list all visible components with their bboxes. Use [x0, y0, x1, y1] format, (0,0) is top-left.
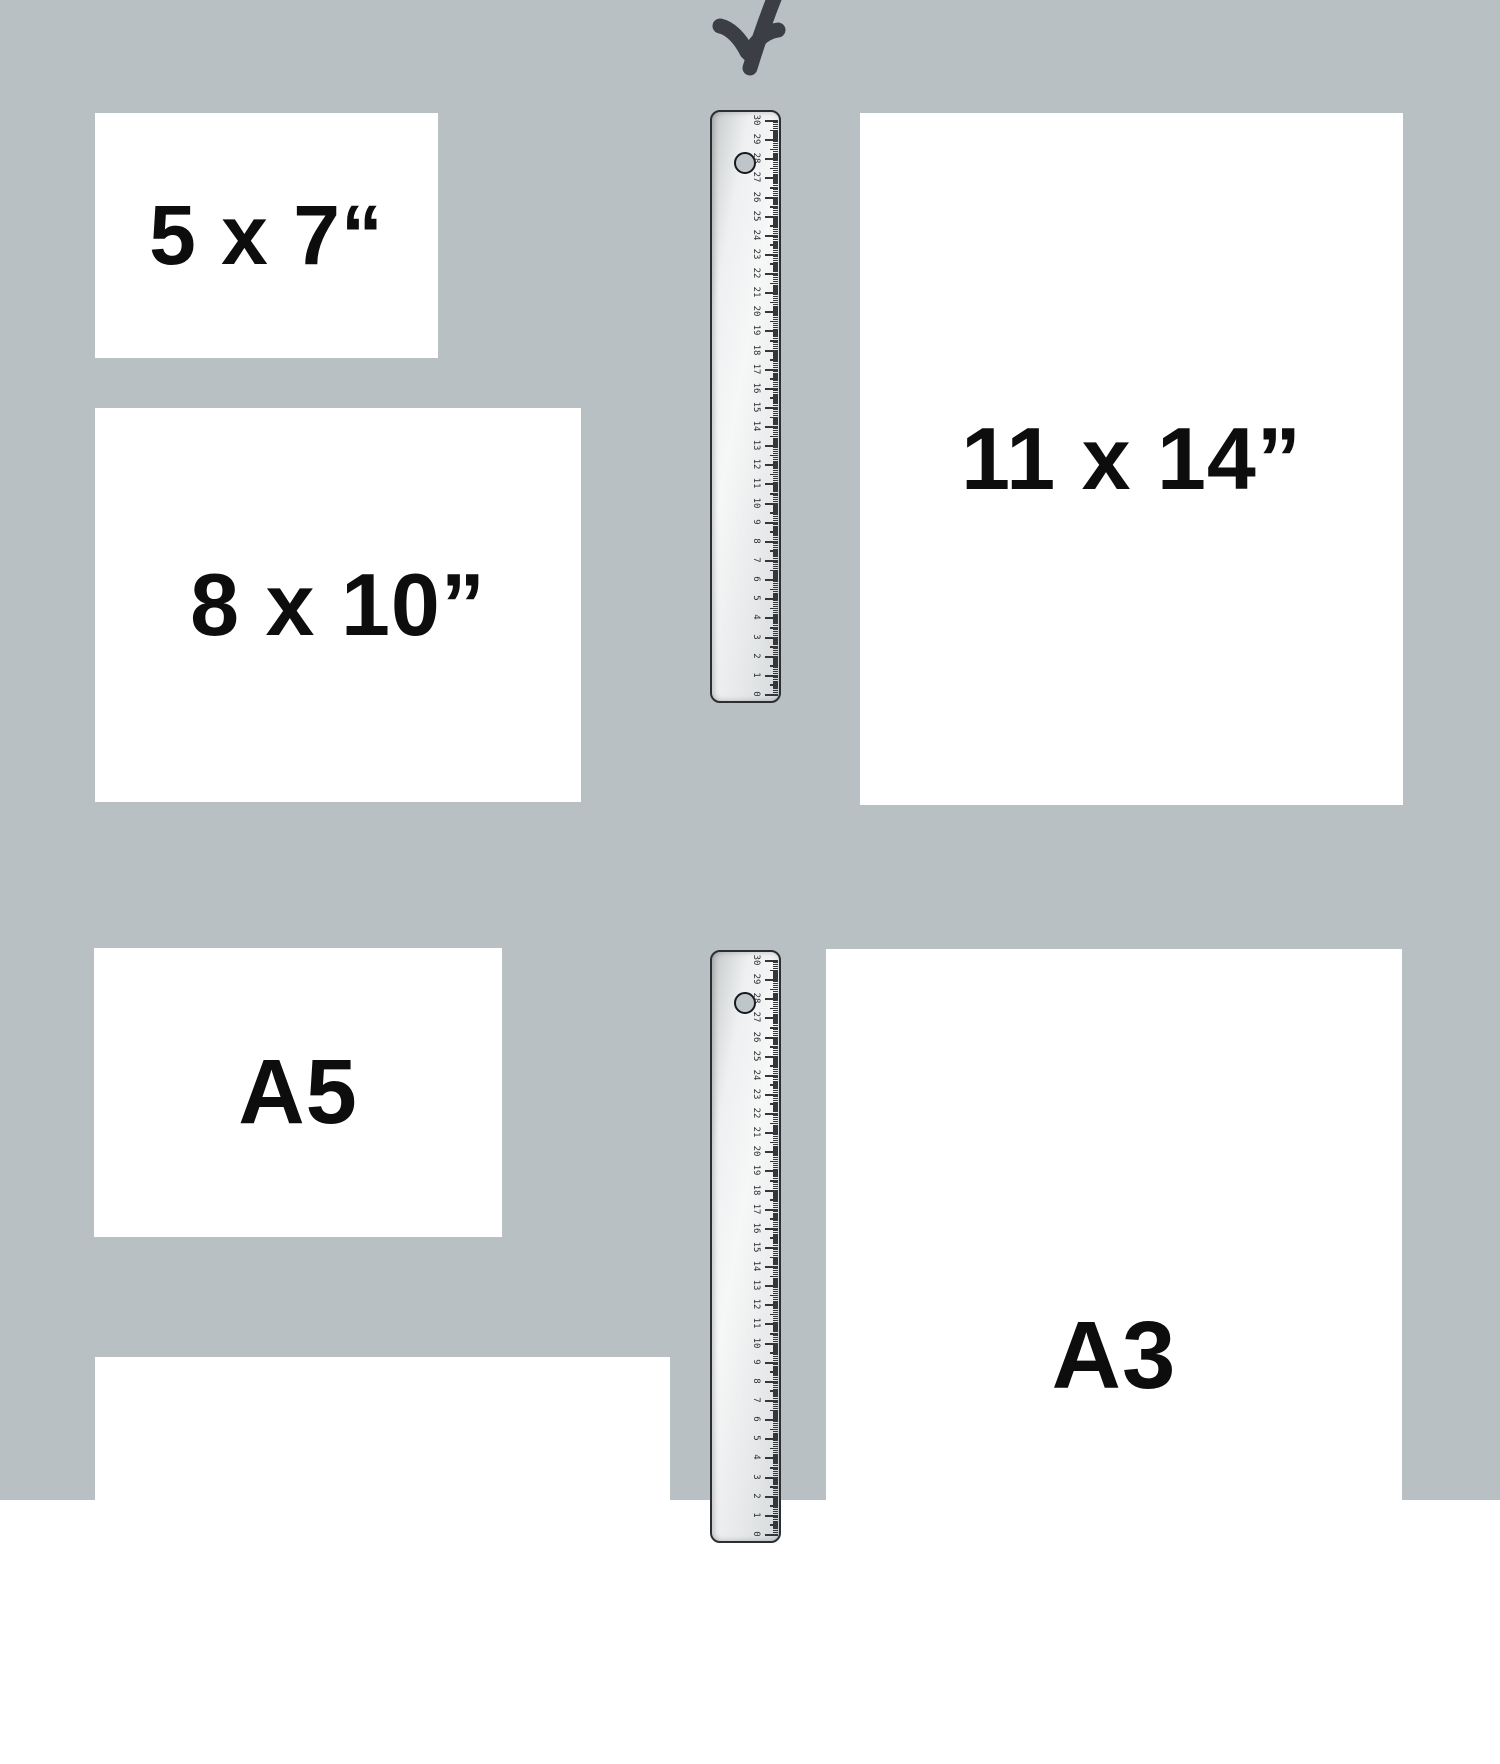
- ruler-number: 24: [751, 1069, 761, 1081]
- ruler-number: 20: [751, 1145, 761, 1157]
- ruler-tick-mm: [773, 1513, 778, 1514]
- ruler-tick-mm: [773, 1054, 778, 1055]
- ruler-number: 28: [751, 992, 761, 1004]
- ruler-tick-mm: [773, 673, 778, 674]
- ruler-number: 22: [751, 1107, 761, 1119]
- ruler-tick-mm: [773, 654, 778, 655]
- ruler-tick-mm: [773, 501, 778, 502]
- ruler-number: 11: [751, 478, 761, 489]
- ruler-tick-mm: [773, 443, 778, 444]
- ruler-tick-mm: [773, 1092, 778, 1093]
- ruler-tick-mm: [773, 1226, 778, 1227]
- ruler-tick-mm: [773, 1436, 778, 1437]
- down-arrow-icon: [660, 0, 840, 110]
- ruler-tick-mm: [773, 1417, 778, 1418]
- ruler-tick-mm: [773, 195, 778, 196]
- ruler-number: 25: [751, 1050, 761, 1062]
- ruler-number: 9: [751, 519, 761, 525]
- ruler-tick-mm: [773, 558, 778, 559]
- paper-size-a4-partial: [95, 1357, 670, 1764]
- ruler-number: 23: [751, 1088, 761, 1100]
- ruler-tick-mm: [773, 539, 778, 540]
- ruler-number: 6: [751, 576, 761, 582]
- ruler-number: 7: [751, 1397, 761, 1403]
- ruler-number: 18: [751, 1184, 761, 1195]
- ruler-number: 16: [751, 1222, 761, 1234]
- ruler-tick-mm: [773, 577, 778, 578]
- ruler-tick-mm: [773, 1188, 778, 1189]
- ruler-tick-mm: [773, 1341, 778, 1342]
- ruler-tick-mm: [773, 1111, 778, 1112]
- ruler-tick-mm: [773, 1360, 778, 1361]
- paper-size-label: A3: [1051, 1302, 1177, 1409]
- ruler-tick-mm: [773, 1455, 778, 1456]
- ruler-number: 1: [751, 1512, 761, 1518]
- paper-size-label: A5: [238, 1041, 358, 1143]
- ruler-number: 2: [751, 652, 761, 659]
- paper-size-label: 8 x 10”: [190, 555, 486, 654]
- ruler-tick-mm: [773, 1207, 778, 1208]
- ruler-number: 19: [751, 325, 761, 336]
- ruler-tick-mm: [773, 309, 778, 310]
- ruler-tick-mm: [773, 156, 778, 157]
- ruler-number: 28: [751, 152, 761, 164]
- ruler-number: 29: [751, 133, 761, 145]
- ruler-number: 16: [751, 382, 761, 394]
- ruler-tick-mm: [773, 1264, 778, 1265]
- ruler-tick-mm: [773, 1149, 778, 1150]
- ruler-tick-mm: [773, 615, 778, 616]
- ruler-number: 17: [751, 1203, 761, 1215]
- ruler-tick-mm: [773, 1475, 778, 1476]
- ruler-number: 10: [751, 497, 761, 509]
- ruler-tick-mm: [773, 1073, 778, 1074]
- paper-size-11x14: [860, 113, 1403, 805]
- paper-size-a3: [826, 949, 1402, 1763]
- ruler-number: 5: [751, 1435, 761, 1441]
- ruler-number: 10: [751, 1337, 761, 1349]
- ruler-number: 24: [751, 229, 761, 241]
- ruler-number: 4: [751, 1454, 761, 1461]
- ruler-tick-mm: [773, 329, 778, 330]
- ruler-tick-mm: [773, 1169, 778, 1170]
- ruler-tick-mm: [773, 1302, 778, 1303]
- ruler-number: 4: [751, 614, 761, 621]
- ruler-tick-mm: [773, 692, 778, 693]
- ruler-number: 13: [751, 439, 761, 451]
- ruler-number: 27: [751, 1011, 761, 1023]
- ruler-vertical-bottom: [710, 950, 781, 1543]
- ruler-tick-mm: [773, 635, 778, 636]
- ruler-number: 26: [751, 191, 761, 202]
- ruler-number: 1: [751, 672, 761, 678]
- ruler-tick-mm: [773, 520, 778, 521]
- ruler-tick-mm: [773, 175, 778, 176]
- ruler-tick-mm: [773, 137, 778, 138]
- paper-size-a5: [94, 948, 502, 1237]
- ruler-tick-mm: [773, 233, 778, 234]
- ruler-number: 11: [751, 1318, 761, 1329]
- ruler-tick-mm: [773, 252, 778, 253]
- ruler-number: 18: [751, 344, 761, 355]
- ruler-tick-mm: [773, 596, 778, 597]
- ruler-number: 27: [751, 171, 761, 183]
- ruler-number: 22: [751, 267, 761, 279]
- ruler-tick-mm: [773, 424, 778, 425]
- ruler-tick-mm: [773, 290, 778, 291]
- ruler-number: 2: [751, 1492, 761, 1499]
- ruler-number: 8: [751, 538, 761, 544]
- ruler-number: 21: [751, 1126, 761, 1138]
- ruler-tick-mm: [773, 1035, 778, 1036]
- ruler-tick-mm: [773, 462, 778, 463]
- ruler-tick-mm: [773, 1130, 778, 1131]
- ruler-number: 20: [751, 305, 761, 317]
- ruler-tick-mm: [773, 1245, 778, 1246]
- ruler-tick-mm: [773, 977, 778, 978]
- ruler-number: 23: [751, 248, 761, 260]
- ruler-tick-mm: [773, 271, 778, 272]
- ruler-number: 29: [751, 973, 761, 985]
- ruler-tick-mm: [773, 405, 778, 406]
- ruler-number: 30: [751, 954, 761, 966]
- ruler-number: 25: [751, 210, 761, 222]
- ruler-tick-mm: [773, 348, 778, 349]
- ruler-number: 0: [751, 1531, 761, 1537]
- ruler-number: 30: [751, 114, 761, 126]
- ruler-number: 26: [751, 1031, 761, 1042]
- ruler-number: 14: [751, 1260, 761, 1272]
- ruler-number: 3: [751, 633, 761, 640]
- ruler-number: 0: [751, 691, 761, 697]
- ruler-tick-mm: [773, 386, 778, 387]
- ruler-number: 6: [751, 1416, 761, 1422]
- ruler-tick-mm: [773, 1322, 778, 1323]
- ruler-tick-cm: [765, 694, 778, 696]
- ruler-number: 21: [751, 286, 761, 298]
- ruler-number: 9: [751, 1359, 761, 1365]
- ruler-number: 7: [751, 557, 761, 563]
- ruler-tick-mm: [773, 1379, 778, 1380]
- ruler-tick-mm: [773, 482, 778, 483]
- ruler-tick-mm: [773, 996, 778, 997]
- ruler-tick-mm: [773, 1015, 778, 1016]
- paper-size-label: 11 x 14”: [961, 409, 1302, 508]
- ruler-number: 12: [751, 1298, 761, 1310]
- ruler-tick-mm: [773, 1494, 778, 1495]
- ruler-number: 5: [751, 595, 761, 601]
- ruler-tick-mm: [773, 367, 778, 368]
- ruler-tick-mm: [773, 1532, 778, 1533]
- paper-size-8x10: [95, 408, 581, 802]
- ruler-vertical-top: [710, 110, 781, 703]
- ruler-number: 13: [751, 1279, 761, 1291]
- ruler-tick-mm: [773, 214, 778, 215]
- ruler-tick-mm: [773, 1283, 778, 1284]
- ruler-tick-mm: [773, 1398, 778, 1399]
- ruler-number: 15: [751, 401, 761, 413]
- paper-size-label: 5 x 7“: [149, 188, 384, 282]
- ruler-number: 12: [751, 458, 761, 470]
- ruler-number: 3: [751, 1473, 761, 1480]
- ruler-number: 14: [751, 420, 761, 432]
- ruler-tick-cm: [765, 1534, 778, 1536]
- ruler-number: 17: [751, 363, 761, 375]
- ruler-number: 19: [751, 1165, 761, 1176]
- ruler-number: 8: [751, 1378, 761, 1384]
- ruler-number: 15: [751, 1241, 761, 1253]
- paper-size-5x7: [95, 113, 438, 358]
